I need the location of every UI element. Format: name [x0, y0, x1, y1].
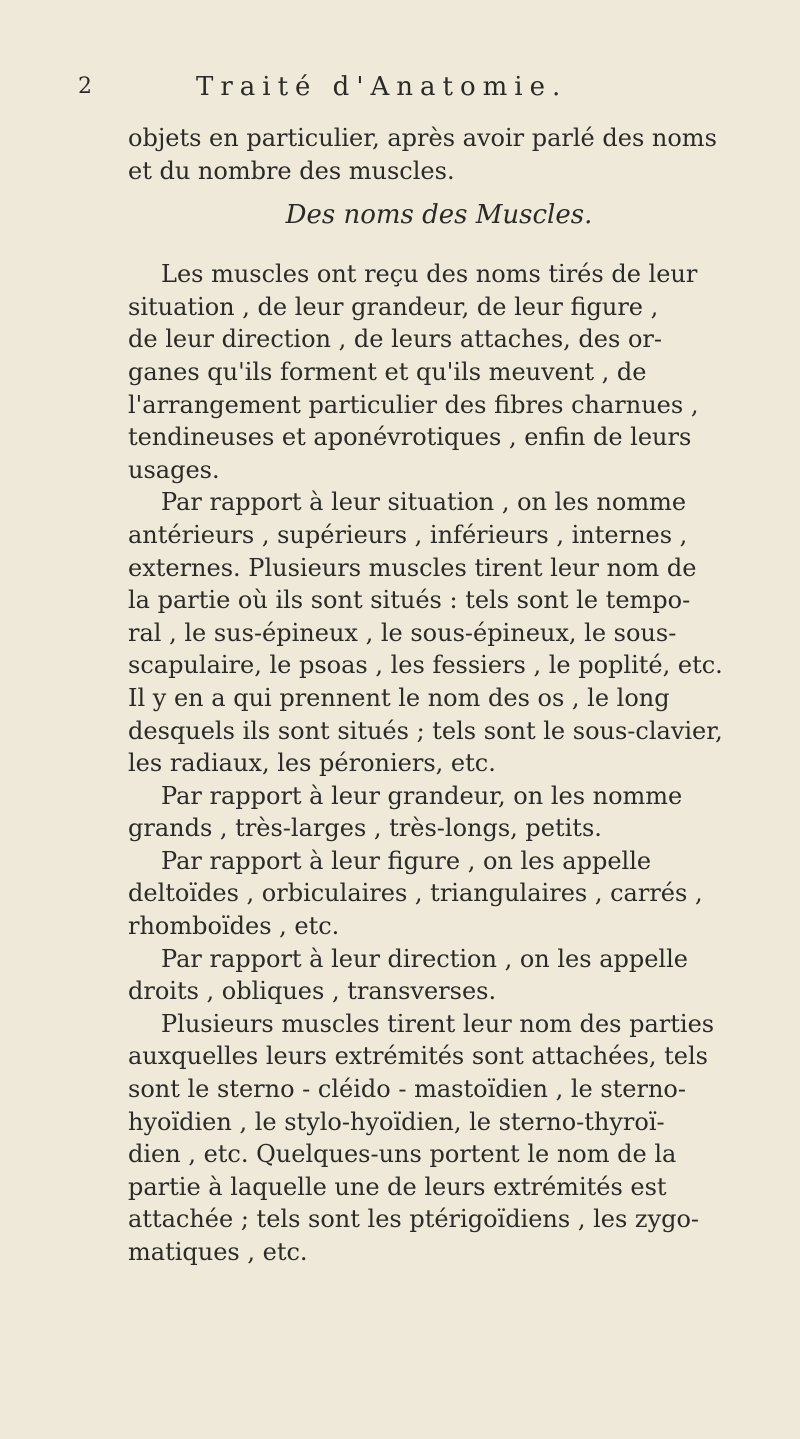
text-line: deltoïdes , orbiculaires , triangulaires , carrés , [128, 879, 703, 908]
page-header [78, 70, 638, 104]
paragraph-names-origin [128, 258, 750, 486]
paragraph-grandeur [128, 780, 750, 845]
running-title: Traité d'Anatomie. [196, 72, 568, 102]
text-line: l'arrangement particulier des fibres charnues , [128, 390, 699, 419]
text-line: auxquelles leurs extrémités sont attachées, tels [128, 1042, 708, 1071]
text-line: Par rapport à leur situation , on les nomme [161, 488, 687, 517]
text-line: et du nombre des muscles. [128, 156, 455, 185]
text-line: scapulaire, le psoas , les fessiers , le poplité, etc. [128, 651, 723, 680]
text-line: tendineuses et aponévrotiques , enfin de leurs [128, 423, 692, 452]
text-line: dien , etc. Quelques-uns portent le nom de la [128, 1140, 677, 1169]
text-line: ral , le sus-épineux , le sous-épineux, le sous- [128, 618, 677, 647]
text-line: grands , très-larges , très-longs, petits. [128, 814, 602, 843]
page-number: 2 [78, 74, 92, 99]
text-line: usages. [128, 455, 220, 484]
text-line: sont le sterno - cléido - mastoïdien , le sterno- [128, 1075, 686, 1104]
text-line: Plusieurs muscles tirent leur nom des parties [161, 1009, 715, 1038]
paragraph-situation [128, 486, 750, 779]
text-line: partie à laquelle une de leurs extrémités est [128, 1172, 667, 1201]
text-line: la partie où ils sont situés : tels sont le tempo- [128, 586, 691, 615]
text-line: de leur direction , de leurs attaches, des or- [128, 325, 662, 354]
text-line: Par rapport à leur direction , on les appelle [161, 944, 688, 973]
text-line: matiques , etc. [128, 1238, 308, 1266]
intro-paragraph [128, 122, 750, 187]
text-line: ganes qu'ils forment et qu'ils meuvent , de [128, 357, 647, 386]
text-line: Les muscles ont reçu des noms tirés de leur [161, 260, 698, 289]
text-line: Par rapport à leur grandeur, on les nomme [161, 781, 683, 810]
text-line: rhomboïdes , etc. [128, 912, 340, 941]
section-title: Des noms des Muscles. [285, 200, 593, 231]
paragraph-figure [128, 845, 750, 943]
text-line: hyoïdien , le stylo-hyoïdien, le sterno-thyroï- [128, 1107, 665, 1136]
text-line: droits , obliques , transverses. [128, 977, 497, 1006]
body-text [128, 122, 750, 1269]
text-line: Par rapport à leur figure , on les appelle [161, 846, 652, 875]
text-line: antérieurs , supérieurs , inférieurs , internes , [128, 520, 688, 549]
text-line: attachée ; tels sont les ptérigoïdiens , les zygo- [128, 1205, 700, 1234]
text-line: externes. Plusieurs muscles tirent leur nom de [128, 553, 697, 582]
paragraph-direction [128, 943, 750, 1008]
text-line: objets en particulier, après avoir parlé des noms [128, 124, 717, 152]
text-line: les radiaux, les péroniers, etc. [128, 749, 496, 778]
text-line: desquels ils sont situés ; tels sont le sous-clavier, [128, 716, 723, 745]
text-line: situation , de leur grandeur, de leur figure , [128, 292, 659, 321]
text-line: Il y en a qui prennent le nom des os , le long [128, 683, 670, 712]
paragraph-attaches [128, 1008, 750, 1269]
